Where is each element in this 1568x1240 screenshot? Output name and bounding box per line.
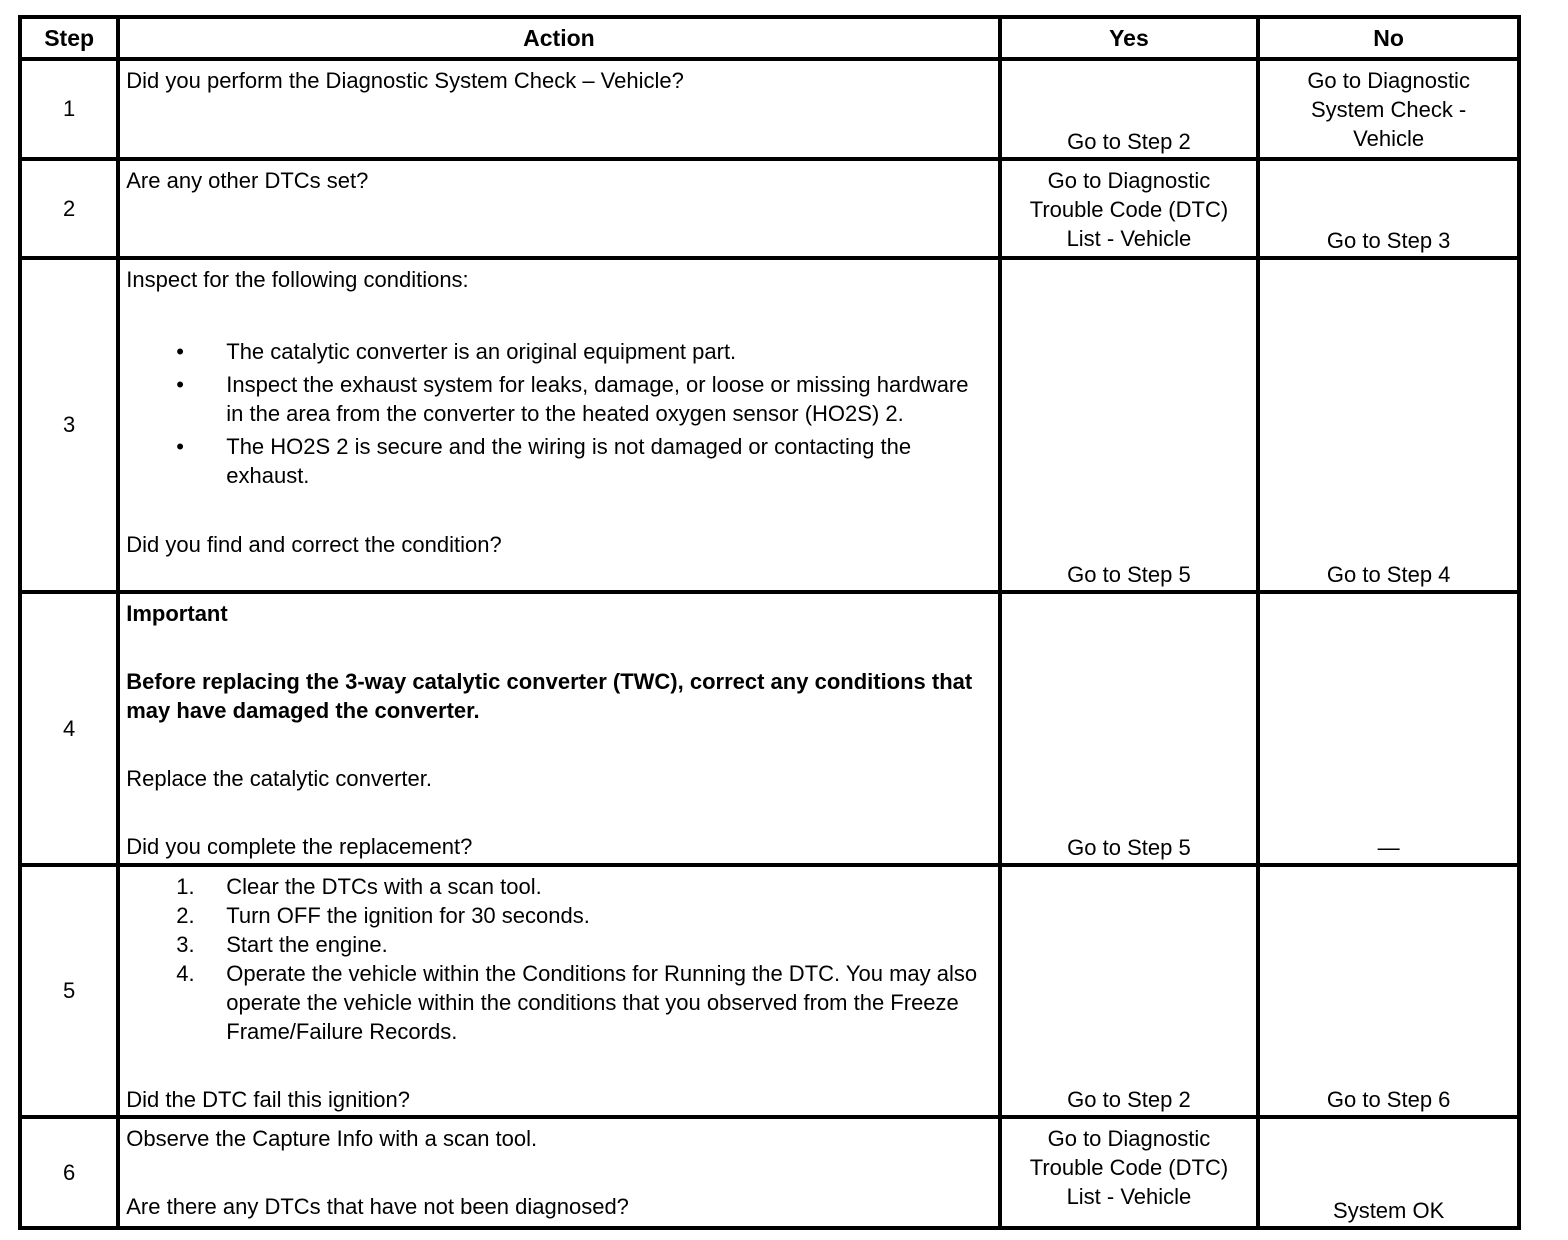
list-number: 2.: [176, 903, 195, 928]
list-number: 1.: [176, 874, 195, 899]
table-row-step-5: [20, 865, 1519, 1117]
action-cell: [118, 258, 999, 592]
list-item: [126, 337, 989, 366]
condition-list: [126, 337, 989, 490]
action-instruction: Replace the catalytic converter.: [126, 766, 432, 791]
bullet-icon: •: [176, 339, 184, 364]
yes-cell: Go to Step 2: [1000, 59, 1259, 159]
list-item: [126, 432, 989, 490]
list-item-text: Clear the DTCs with a scan tool.: [226, 874, 542, 899]
header-step: Step: [20, 17, 118, 59]
no-cell: Go to Diagnostic System Check - Vehicle: [1258, 59, 1519, 159]
table-row-step-2: [20, 159, 1519, 258]
action-question: Did you find and correct the condition?: [126, 532, 502, 557]
no-cell: Go to Step 6: [1258, 865, 1519, 1117]
list-item-text: Operate the vehicle within the Conditions for Running the DTC. You may also operate the vehicle within the conditions that you observed from the Freeze Frame/Failure Records.: [226, 961, 978, 1044]
action-text: Are any other DTCs set?: [126, 168, 369, 193]
important-label: Important: [126, 601, 228, 626]
list-item: [126, 872, 989, 901]
action-question: Did you complete the replacement?: [126, 834, 473, 859]
important-note: Before replacing the 3-way catalytic converter (TWC), correct any conditions that may have damaged the converter.: [126, 669, 973, 723]
list-item: [126, 370, 989, 428]
no-cell: System OK: [1258, 1117, 1519, 1228]
yes-cell: Go to Diagnostic Trouble Code (DTC) List - Vehicle: [1000, 159, 1259, 258]
action-cell: [118, 1117, 999, 1228]
list-item-text: The HO2S 2 is secure and the wiring is not damaged or contacting the exhaust.: [226, 434, 912, 488]
list-item: [126, 959, 989, 1046]
step-number: 4: [20, 592, 118, 865]
yes-cell: Go to Step 5: [1000, 258, 1259, 592]
action-text: Did you perform the Diagnostic System Check – Vehicle?: [126, 68, 684, 93]
list-item-text: Inspect the exhaust system for leaks, damage, or loose or missing hardware in the area from the converter to the heated oxygen sensor (HO2S) 2.: [226, 372, 969, 426]
header-action: Action: [118, 17, 999, 59]
step-number: 5: [20, 865, 118, 1117]
step-number: 3: [20, 258, 118, 592]
no-cell: Go to Step 3: [1258, 159, 1519, 258]
no-cell: Go to Step 4: [1258, 258, 1519, 592]
action-question: Are there any DTCs that have not been diagnosed?: [126, 1194, 629, 1219]
action-cell: [118, 865, 999, 1117]
step-number: 2: [20, 159, 118, 258]
list-item-text: Start the engine.: [226, 932, 388, 957]
procedure-list: [126, 872, 989, 1046]
table-header-row: [20, 17, 1519, 59]
diagnostic-table: [18, 15, 1521, 1230]
action-instruction: Observe the Capture Info with a scan tool.: [126, 1126, 538, 1151]
bullet-icon: •: [176, 372, 184, 397]
list-item: [126, 901, 989, 930]
yes-cell: Go to Diagnostic Trouble Code (DTC) List - Vehicle: [1000, 1117, 1259, 1228]
action-question: Did the DTC fail this ignition?: [126, 1087, 410, 1112]
action-cell: [118, 59, 999, 159]
list-item-text: Turn OFF the ignition for 30 seconds.: [226, 903, 590, 928]
table-row-step-6: [20, 1117, 1519, 1228]
yes-cell: Go to Step 2: [1000, 865, 1259, 1117]
action-cell: [118, 592, 999, 865]
header-no: No: [1258, 17, 1519, 59]
table-row-step-3: [20, 258, 1519, 592]
action-cell: [118, 159, 999, 258]
table-row-step-1: [20, 59, 1519, 159]
list-number: 4.: [176, 961, 195, 986]
action-intro: Inspect for the following conditions:: [126, 267, 469, 292]
no-cell: —: [1258, 592, 1519, 865]
table-row-step-4: [20, 592, 1519, 865]
step-number: 6: [20, 1117, 118, 1228]
step-number: 1: [20, 59, 118, 159]
yes-cell: Go to Step 5: [1000, 592, 1259, 865]
list-item-text: The catalytic converter is an original equipment part.: [226, 339, 737, 364]
list-number: 3.: [176, 932, 195, 957]
list-item: [126, 930, 989, 959]
bullet-icon: •: [176, 434, 184, 459]
header-yes: Yes: [1000, 17, 1259, 59]
